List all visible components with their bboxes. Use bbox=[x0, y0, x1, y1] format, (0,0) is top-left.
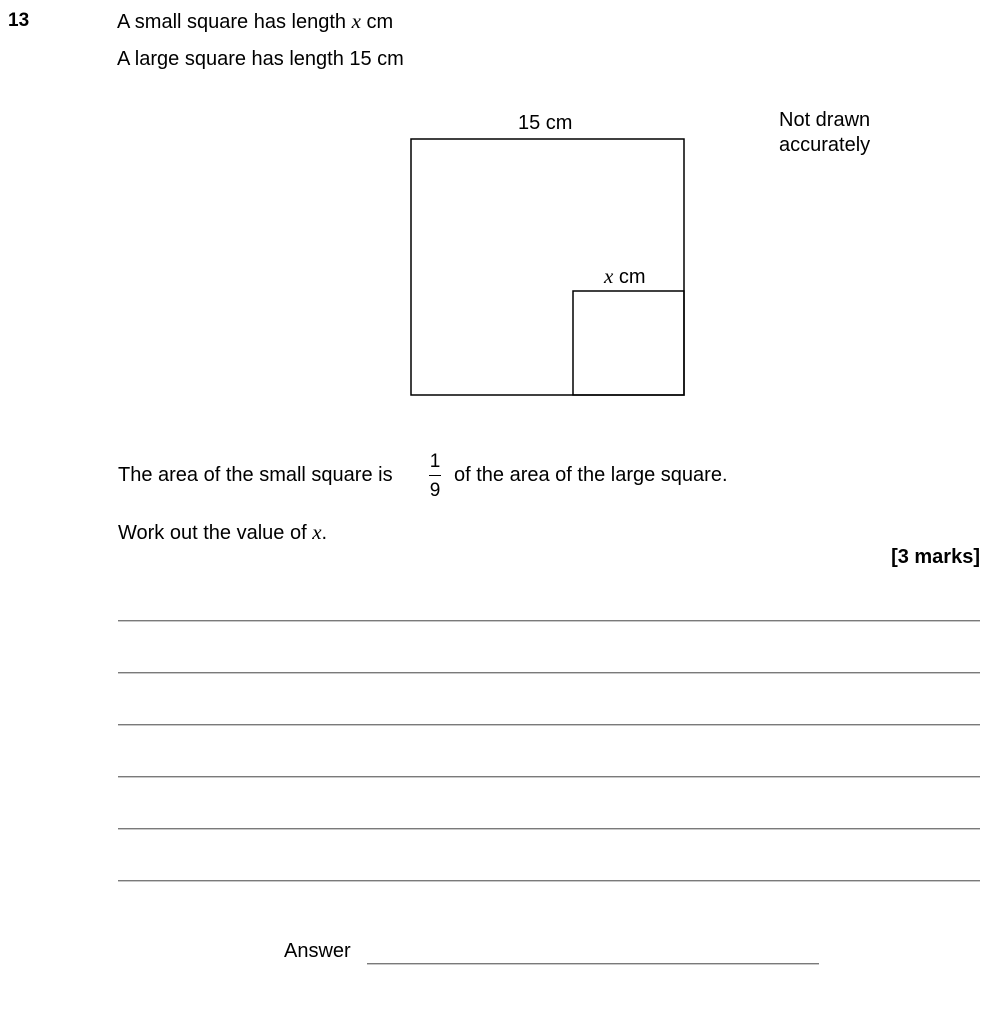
fraction-numerator: 1 bbox=[429, 451, 441, 472]
working-line[interactable] bbox=[118, 776, 980, 778]
variable-x: x bbox=[604, 264, 614, 288]
working-line[interactable] bbox=[118, 880, 980, 882]
statement-after: of the area of the large square. bbox=[454, 464, 728, 486]
answer-line[interactable] bbox=[367, 963, 819, 965]
instruction-end: . bbox=[321, 522, 328, 544]
fraction-denominator: 9 bbox=[429, 480, 441, 501]
question-line-2: A large square has length 15 cm bbox=[117, 48, 404, 70]
line-1-unit: cm bbox=[360, 11, 394, 33]
large-square-label: 15 cm bbox=[518, 112, 573, 134]
working-line[interactable] bbox=[118, 724, 980, 726]
line-1-text: A small square has length bbox=[117, 11, 352, 33]
question-number: 13 bbox=[8, 10, 30, 31]
working-line[interactable] bbox=[118, 672, 980, 674]
variable-x: x bbox=[351, 9, 361, 33]
fraction-bar bbox=[429, 475, 441, 476]
working-line[interactable] bbox=[118, 828, 980, 830]
small-square-unit: cm bbox=[613, 266, 646, 288]
small-square bbox=[573, 291, 684, 395]
not-drawn-note-1: Not drawn bbox=[779, 109, 871, 131]
instruction bbox=[118, 520, 327, 545]
not-drawn-note-2: accurately bbox=[779, 134, 871, 156]
answer-label: Answer bbox=[284, 940, 351, 962]
variable-x: x bbox=[312, 520, 322, 544]
working-line[interactable] bbox=[118, 620, 980, 622]
small-square-label bbox=[604, 264, 646, 289]
statement-before: The area of the small square is bbox=[118, 464, 393, 486]
marks-label: [3 marks] bbox=[891, 546, 980, 568]
instruction-text: Work out the value of bbox=[118, 522, 313, 544]
